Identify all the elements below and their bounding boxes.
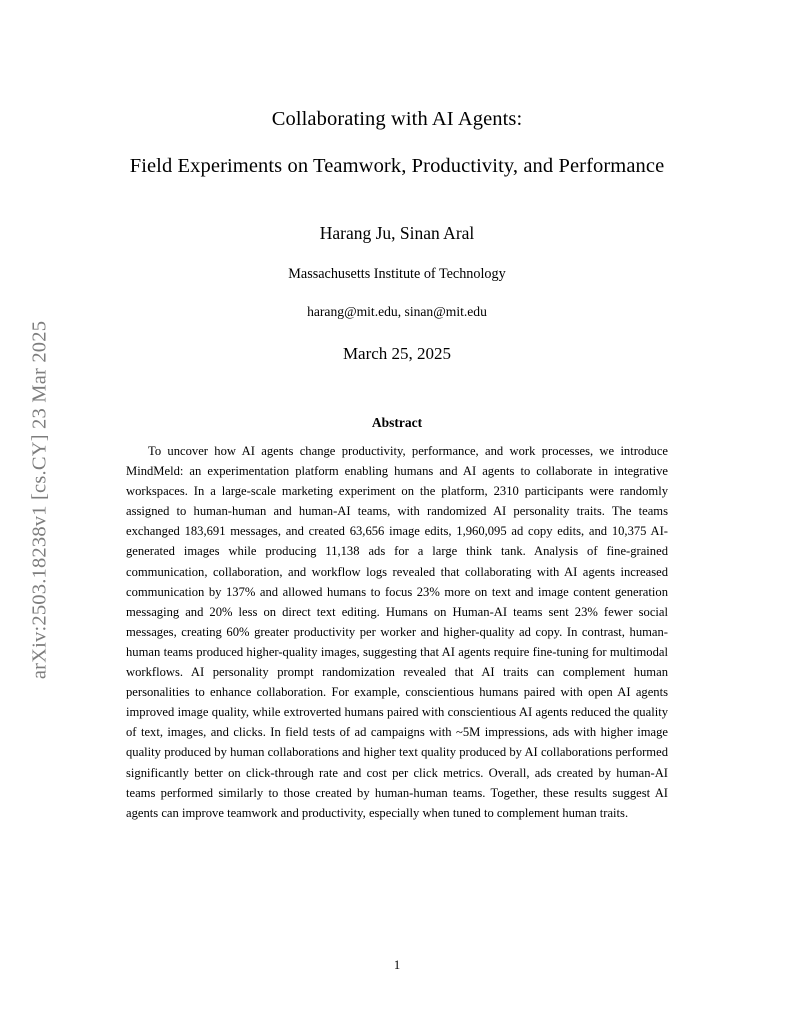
title-line-1: Collaborating with AI Agents: [271,108,523,130]
author-list: Harang Ju, Sinan Aral [319,223,475,243]
arxiv-stamp-text: arXiv:2503.18238v1 [cs.CY] 23 Mar 2025 [28,320,51,680]
author-emails: harang@mit.edu, sinan@mit.edu [307,304,487,319]
affiliation: Massachusetts Institute of Technology [288,266,506,282]
abstract-heading: Abstract [371,415,423,430]
title-line-2: Field Experiments on Teamwork, Productivity, and Performance [129,155,665,177]
page-title [97,104,697,181]
paper-date: March 25, 2025 [342,344,452,363]
page-number: 1 [393,958,401,972]
abstract-body: To uncover how AI agents change productivity, performance, and work processes, we introduce MindMeld: an experimentation platform enabling humans and AI agents to collaborate in integrative workspaces. In a large-scale marketing experiment on the platform, 2310 participants were randomly assigned to human-human and human-AI teams, with randomized AI personality traits. The teams exchanged 183,691 messages, and created 63,656 image edits, 1,960,095 ad copy edits, and 10,375 AI-generated images while producing 11,138 ads for a large think tank. Analysis of fine-grained communication, collaboration, and workflow logs revealed that collaborating with AI agents increased communication by 137% and allowed humans to focus 23% more on text and image content generation messaging and 20% less on direct text editing. Humans on Human-AI teams sent 23% fewer social messages, creating 60% greater productivity per worker and higher-quality ad copy. In contrast, human-human teams produced higher-quality images, suggesting that AI agents require fine-tuning for multimodal workflows. AI personality prompt randomization revealed that AI traits can complement human personalities to enhance collaboration. For example, conscientious humans paired with open AI agents improved image quality, while extroverted humans paired with conscientious AI agents reduced the quality of text, images, and clicks. In field tests of ad campaigns with ~5M impressions, ads with higher image quality produced by human collaborations and higher text quality produced by AI collaborations performed significantly better on click-through rate and cost per click metrics. Overall, ads created by human-AI teams performed similarly to those created by human-human teams. Together, these results suggest AI agents can improve teamwork and productivity, especially when tuned to complement human traits. [126,444,668,820]
